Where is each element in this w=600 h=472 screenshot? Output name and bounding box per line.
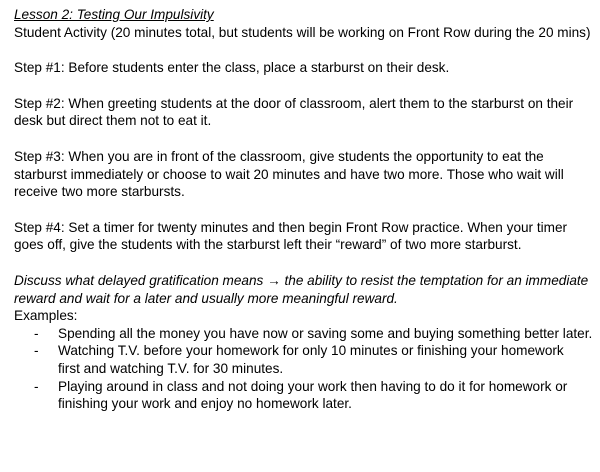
spacer bbox=[14, 254, 600, 272]
step-1: Step #1: Before students enter the class, place a starburst on their desk. bbox=[14, 60, 450, 76]
examples-list bbox=[14, 325, 600, 413]
list-item-text: Playing around in class and not doing your work then having to do it for homework or bbox=[58, 378, 568, 394]
list-item-text: first and watching T.V. for 30 minutes. bbox=[58, 360, 284, 376]
discussion-line: reward and wait for a later and usually more meaningful reward. bbox=[14, 290, 398, 306]
examples-label: Examples: bbox=[14, 308, 78, 324]
step-4-line: goes off, give the students with the starburst left their “reward” of two more starburst. bbox=[14, 237, 522, 253]
step-4-line: Step #4: Set a timer for twenty minutes and then begin Front Row practice. When your timer bbox=[14, 219, 568, 235]
step-2-line: desk but direct them not to eat it. bbox=[14, 113, 212, 129]
list-item bbox=[14, 325, 600, 343]
step-3 bbox=[14, 148, 600, 201]
activity-intro: Student Activity (20 minutes total, but students will be working on Front Row during the 20 mins) bbox=[14, 24, 591, 40]
list-item-continuation bbox=[14, 395, 600, 413]
list-item-text: Spending all the money you have now or saving some and buying something better later. bbox=[58, 325, 593, 341]
step-3-line: Step #3: When you are in front of the classroom, give students the opportunity to eat the bbox=[14, 148, 544, 164]
spacer bbox=[14, 77, 600, 95]
discussion bbox=[14, 272, 600, 307]
bullet-dash: - bbox=[34, 343, 39, 359]
step-4 bbox=[14, 219, 600, 254]
bullet-dash: - bbox=[34, 325, 39, 341]
lesson-title: Lesson 2: Testing Our Impulsivity bbox=[14, 7, 214, 22]
spacer bbox=[14, 201, 600, 219]
step-2 bbox=[14, 95, 600, 130]
list-item bbox=[14, 342, 600, 360]
list-item bbox=[14, 378, 600, 396]
step-3-line: starburst immediately or choose to wait 20 minutes and have two more. Those who wait will bbox=[14, 166, 564, 182]
spacer bbox=[14, 41, 600, 59]
spacer bbox=[14, 130, 600, 148]
list-item-continuation bbox=[14, 360, 600, 378]
step-3-line: receive two more starbursts. bbox=[14, 184, 185, 200]
discussion-line: Discuss what delayed gratification means → the ability to resist the temptation for an immediate bbox=[14, 272, 589, 288]
list-item-text: Watching T.V. before your homework for only 10 minutes or finishing your homework bbox=[58, 343, 564, 359]
step-2-line: Step #2: When greeting students at the door of classroom, alert them to the starburst on their bbox=[14, 95, 574, 111]
bullet-dash: - bbox=[34, 378, 39, 394]
list-item-text: finishing your work and enjoy no homework later. bbox=[58, 396, 352, 412]
